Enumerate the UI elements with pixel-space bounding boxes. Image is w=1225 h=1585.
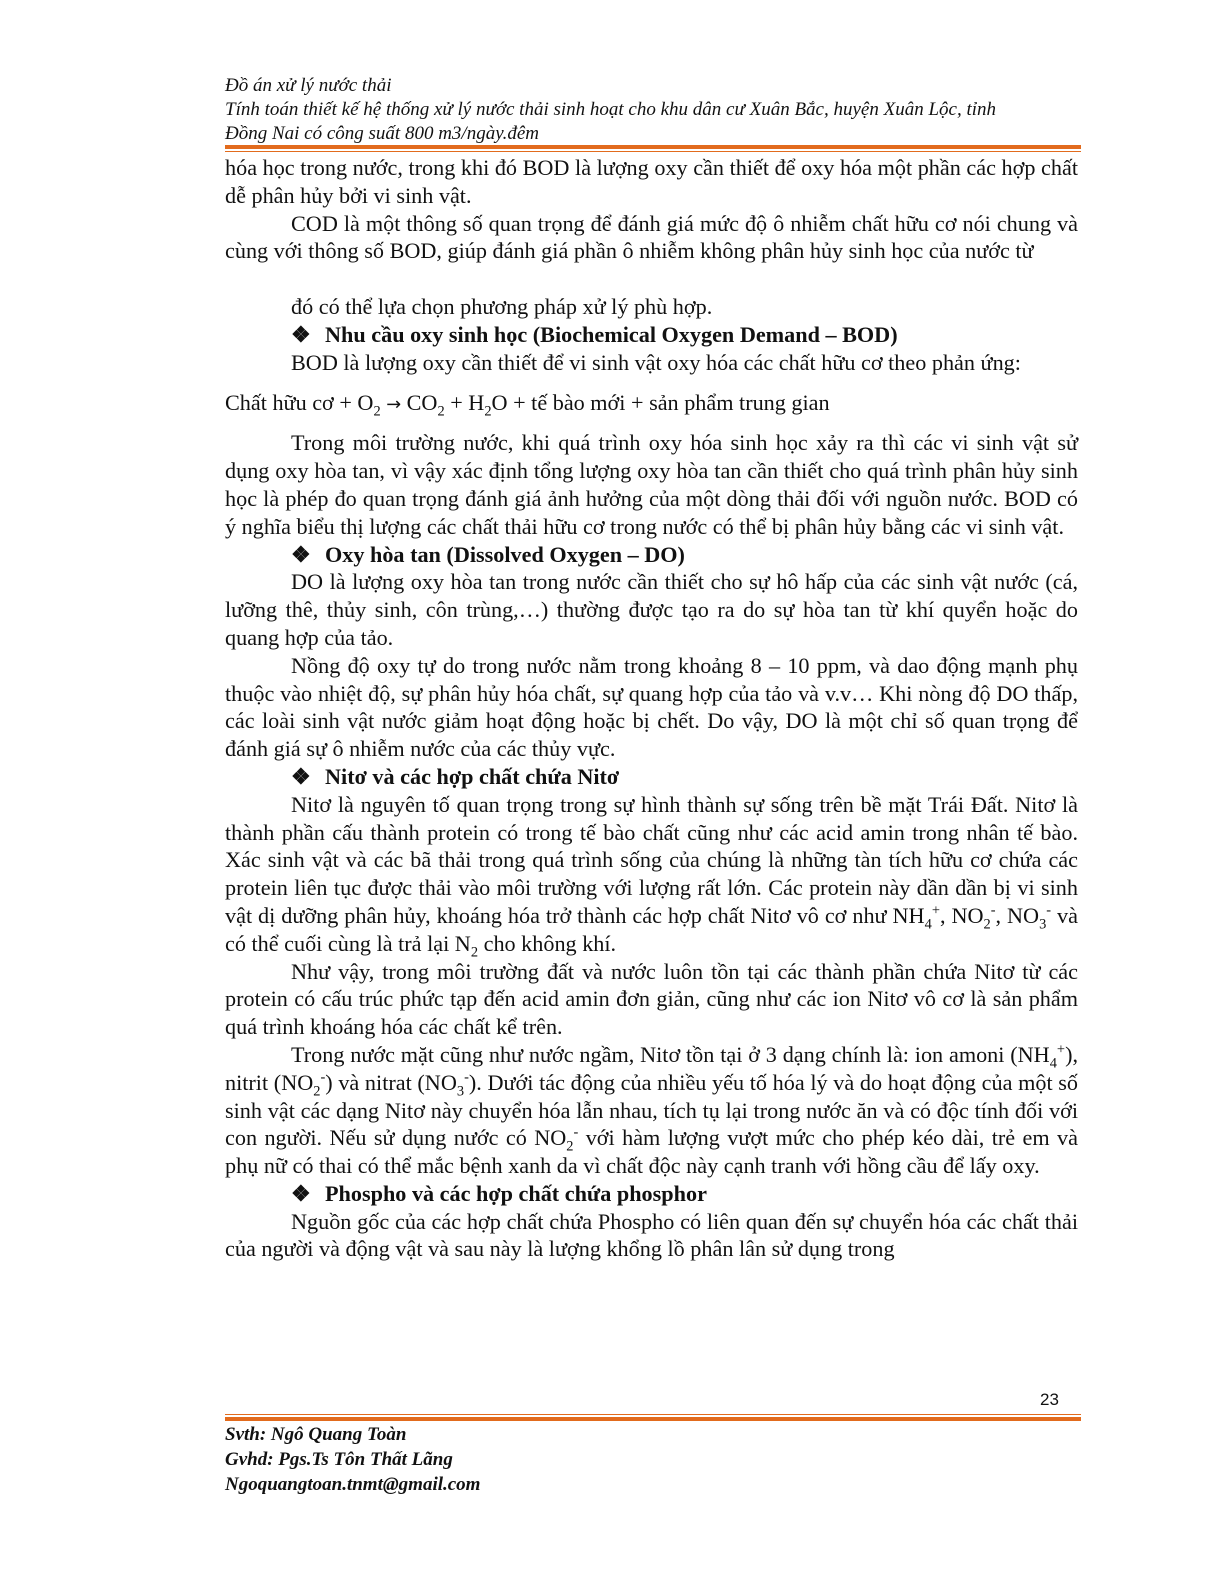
header-divider <box>225 145 1081 152</box>
paragraph-cod-selection: đó có thể lựa chọn phương pháp xử lý phù hợp. <box>291 294 713 320</box>
paragraph-do-concentration: Nồng độ oxy tự do trong nước nằm trong khoảng 8 – 10 ppm, và dao động mạnh phụ thuộc vào nhiệt độ, sự phân hủy hóa chất, sự quang hợp của tảo và v.v… Khi nòng độ DO thấp, các loài sinh vật nước giảm hoạt động hoặc bị chết. Do vậy, DO là một chỉ số quan trọng để đánh giá sự ô nhiễm nước của các thủy vực. <box>225 652 1078 762</box>
paragraph-nito-forms: Như vậy, trong môi trường đất và nước luôn tồn tại các thành phần chứa Nitơ từ các protein có cấu trúc phức tạp đến acid amin đơn giản, cũng như các ion Nitơ vô cơ là sản phẩm quá trình khoáng hóa các chất kể trên. <box>225 958 1078 1040</box>
header-project-title-cont: Đồng Nai có công suất 800 m3/ngày.đêm <box>225 123 540 144</box>
paragraph-do-def: DO là lượng oxy hòa tan trong nước cần thiết cho sự hô hấp của các sinh vật nước (cá, lưỡng thê, thủy sinh, côn trùng,…) thường được tạo ra do sự hòa tan từ khí quyển hoặc do quang hợp của tảo. <box>225 569 1078 650</box>
arrow-right-icon: → <box>386 394 402 415</box>
footer-email: Ngoquangtoan.tnmt@gmail.com <box>225 1474 481 1495</box>
paragraph-nito-role: Nitơ là nguyên tố quan trọng trong sự hình thành sự sống trên bề mặt Trái Đất. Nitơ là thành phần cấu thành protein có trong tế bào chất cũng như các acid amin trong nhân tế bào. Xác sinh vật và các bã thải trong quá trình sống của chúng là những tàn tích hữu cơ chứa các protein liên tục được thải vào môi trường với lượng rất lớn. Các protein này dần dần bị vi sinh vật dị dưỡng phân hủy, khoáng hóa trở thành các hợp chất Nitơ vô cơ như $NH_4^+$, $NO_2^-$, $NO_3^-$ và có thể cuối cùng là trả lại $N_2$ cho không khí. <box>225 791 1079 961</box>
paragraph-cod-importance: COD là một thông số quan trọng để đánh giá mức độ ô nhiễm chất hữu cơ nói chung và cùng với thông số BOD, giúp đánh giá phần ô nhiễm không phân hủy sinh học của nước từ <box>225 210 1078 264</box>
heading-nito: ❖ Nitơ và các hợp chất chứa Nitơ <box>291 763 620 789</box>
page-body <box>225 154 1078 1263</box>
footer-student: Svth: Ngô Quang Toàn <box>225 1424 407 1445</box>
bod-reaction-formula: Chất hữu cơ + $O_2 \to CO_2 + H_2O$ + tế bào mới + sản phẩm trung gian <box>225 389 830 420</box>
footer-divider <box>225 1414 1081 1421</box>
header-project-title: Tính toán thiết kế hệ thống xử lý nước thải sinh hoạt cho khu dân cư Xuân Bắc, huyện Xuân Lộc, tỉnh <box>225 99 997 120</box>
page-header <box>225 74 1085 146</box>
page-number: 23 <box>1040 1390 1059 1409</box>
diamond-bullet-icon: ❖ <box>291 1180 311 1206</box>
paragraph-cod-cont: hóa học trong nước, trong khi đó BOD là lượng oxy cần thiết để oxy hóa một phần các hợp chất dễ phân hủy bởi vi sinh vật. <box>225 155 1078 208</box>
heading-do: ❖ Oxy hòa tan (Dissolved Oxygen – DO) <box>291 541 685 567</box>
footer-advisor: Gvhd: Pgs.Ts Tôn Thất Lãng <box>225 1449 453 1470</box>
paragraph-nito-water: Trong nước mặt cũng như nước ngầm, Nitơ tồn tại ở 3 dạng chính là: ion amoni $(NH_4^+)$, nitrit $(NO_2^-)$ và nitrat $(NO_3^-)$. Dưới tác động của nhiều yếu tố hóa lý và do hoạt động của một số sinh vật các dạng Nitơ này chuyển hóa lẫn nhau, tích tụ lại trong nước ăn và có độc tính đối với con người. Nếu sử dụng nước có $NO_2^-$ với hàm lượng vượt mức cho phép kéo dài, trẻ em và phụ nữ có thai có thể mắc bệnh xanh da vì chất độc này cạnh tranh với hồng cầu để lấy oxy. <box>225 1041 1079 1179</box>
paragraph-phospho-origin: Nguồn gốc của các hợp chất chứa Phospho có liên quan đến sự chuyển hóa các chất thải của người và động vật và sau này là lượng khổng lồ phân lân sử dụng trong <box>225 1208 1078 1262</box>
heading-phospho: ❖ Phospho và các hợp chất chứa phosphor <box>291 1180 707 1206</box>
diamond-bullet-icon: ❖ <box>291 763 311 789</box>
paragraph-bod-def: BOD là lượng oxy cần thiết để vi sinh vật oxy hóa các chất hữu cơ theo phản ứng: <box>291 349 1021 375</box>
page-footer <box>225 1422 480 1497</box>
header-doc-type: Đồ án xử lý nước thải <box>225 75 392 96</box>
diamond-bullet-icon: ❖ <box>291 541 311 567</box>
heading-bod: ❖ Nhu cầu oxy sinh học (Biochemical Oxygen Demand – BOD) <box>291 321 898 347</box>
paragraph-bod-significance: Trong môi trường nước, khi quá trình oxy hóa sinh học xảy ra thì các vi sinh vật sử dụng oxy hòa tan, vì vậy xác định tổng lượng oxy hòa tan cần thiết cho quá trình phân hủy sinh học là phép đo quan trọng đánh giá ảnh hưởng của một dòng thải đối với nguồn nước. BOD có ý nghĩa biểu thị lượng các chất thải hữu cơ trong nước có thể bị phân hủy bằng các vi sinh vật. <box>225 430 1078 539</box>
diamond-bullet-icon: ❖ <box>291 321 311 347</box>
